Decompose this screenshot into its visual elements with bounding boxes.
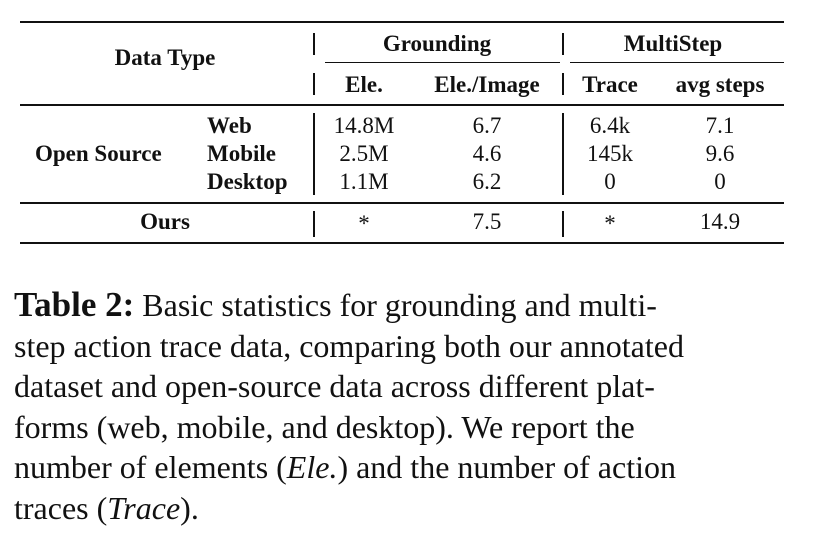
caption-text: Basic statistics for grounding and multi-	[134, 287, 657, 323]
caption-label: Table 2:	[14, 285, 135, 324]
caption-line	[14, 488, 794, 529]
trace-value: *	[604, 211, 616, 236]
ele-image-value: 7.5	[472, 209, 502, 234]
ours-label: Ours	[140, 209, 190, 234]
header-rule	[20, 104, 784, 106]
column-separator	[562, 113, 564, 195]
top-rule	[20, 21, 784, 23]
column-separator	[562, 211, 564, 237]
header-multistep: MultiStep	[623, 31, 723, 56]
platform-label: Desktop	[207, 169, 288, 194]
platform-label: Web	[207, 113, 252, 138]
ele-value: 14.8M	[333, 113, 395, 138]
ele-value: 1.1M	[339, 169, 389, 194]
ele-image-value: 6.7	[472, 113, 502, 138]
header-grounding: Grounding	[382, 31, 492, 56]
ele-value: 2.5M	[339, 141, 389, 166]
caption-text: ).	[180, 489, 199, 526]
caption-emphasis-ele: Ele.	[286, 449, 338, 485]
mid-rule	[20, 202, 784, 204]
ele-image-value: 6.2	[472, 169, 502, 194]
avg-steps-value: 0	[714, 169, 726, 194]
header-avg-steps: avg steps	[675, 72, 765, 97]
multistep-cmidrule	[570, 62, 784, 63]
caption-emphasis-trace: Trace	[107, 489, 181, 526]
table-caption	[14, 285, 794, 528]
header-data-type: Data Type	[114, 45, 216, 70]
column-separator	[313, 211, 315, 237]
header-ele-image: Ele./Image	[434, 72, 540, 97]
avg-steps-value: 14.9	[699, 209, 741, 234]
caption-line	[14, 447, 794, 488]
trace-value: 6.4k	[589, 113, 631, 138]
trace-value: 0	[604, 169, 616, 194]
header-trace: Trace	[582, 72, 638, 97]
open-source-label: Open Source	[35, 141, 162, 166]
avg-steps-value: 7.1	[705, 113, 735, 138]
column-separator	[313, 33, 315, 55]
ele-image-value: 4.6	[472, 141, 502, 166]
platform-label: Mobile	[207, 141, 276, 166]
caption-line: dataset and open-source data across different plat-	[14, 368, 655, 404]
trace-value: 145k	[587, 141, 633, 166]
ele-value: *	[358, 211, 370, 236]
header-ele: Ele.	[345, 72, 383, 97]
caption-line: forms (web, mobile, and desktop). We report the	[14, 408, 635, 445]
column-separator	[562, 33, 564, 55]
column-separator	[313, 73, 315, 95]
caption-text: traces (	[14, 489, 108, 526]
caption-line: step action trace data, comparing both our annotated	[14, 327, 684, 364]
column-separator	[562, 73, 564, 95]
caption-line	[14, 285, 794, 326]
caption-text: ) and the number of action	[337, 449, 676, 485]
grounding-cmidrule	[325, 62, 560, 63]
column-separator	[313, 113, 315, 195]
avg-steps-value: 9.6	[705, 141, 735, 166]
caption-text: number of elements (	[14, 449, 287, 485]
bottom-rule	[20, 242, 784, 244]
